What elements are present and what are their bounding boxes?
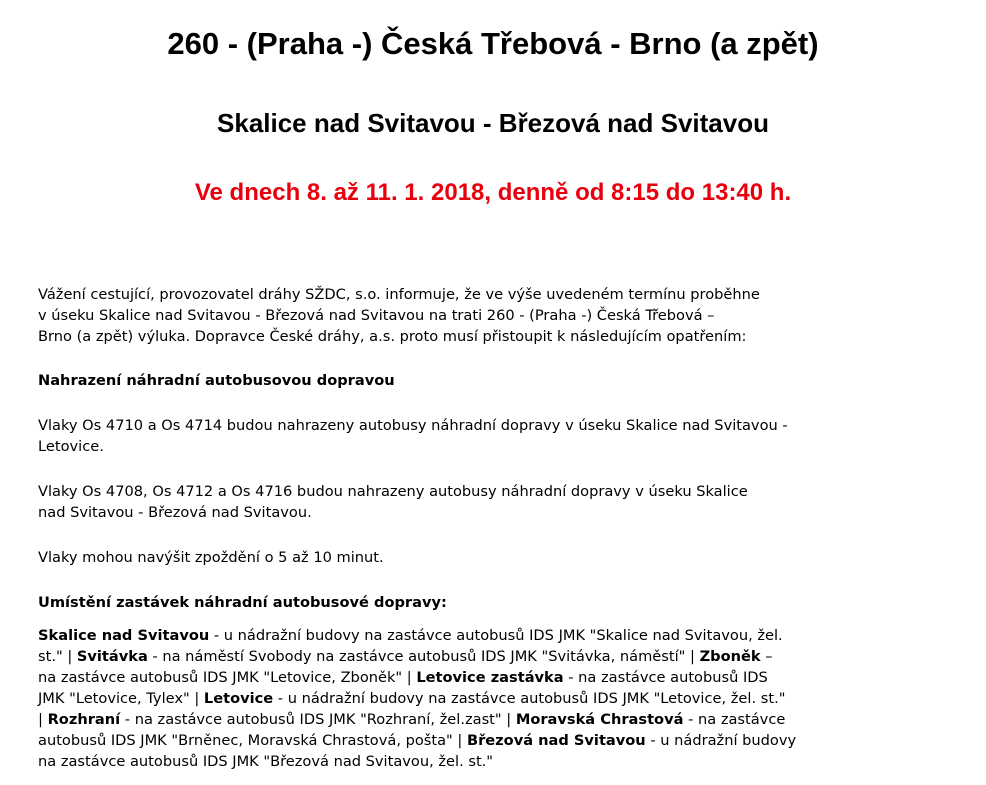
stop-location: - na náměstí Svobody na zastávce autobusů IDS JMK "Svitávka, náměstí" | xyxy=(147,648,700,665)
page-title: 260 - (Praha -) Česká Třebová - Brno (a zpět) xyxy=(167,26,819,61)
stops-line xyxy=(38,751,950,772)
stop-name: Rozhraní xyxy=(47,711,121,728)
stop-location: - na zastávce autobusů IDS JMK "Rozhraní, žel.zast" | xyxy=(120,711,516,728)
notice-body xyxy=(38,284,950,772)
stop-location: na zastávce autobusů IDS JMK "Březová nad Svitavou, žel. st." xyxy=(38,753,494,770)
stops-line xyxy=(38,646,950,667)
stop-location: - u nádražní budovy xyxy=(645,732,797,749)
stop-location: st." | xyxy=(38,648,77,665)
paragraph-line: Vlaky Os 4710 a Os 4714 budou nahrazeny autobusy náhradní dopravy v úseku Skalice nad Svitavou - xyxy=(38,417,788,434)
stop-name: Moravská Chrastová xyxy=(515,711,684,728)
intro-line: v úseku Skalice nad Svitavou - Březová nad Svitavou na trati 260 - (Praha -) Česká Třebová – xyxy=(38,307,715,324)
stop-location: autobusů IDS JMK "Brněnec, Moravská Chrastová, pošta" | xyxy=(38,732,467,749)
stop-name: Skalice nad Svitavou xyxy=(38,627,210,644)
replacement-heading: Nahrazení náhradní autobusovou dopravou xyxy=(38,372,395,389)
paragraph-line: Letovice. xyxy=(38,438,104,455)
stop-location: | xyxy=(38,711,48,728)
stop-location: - u nádražní budovy na zastávce autobusů IDS JMK "Skalice nad Svitavou, žel. xyxy=(209,627,783,644)
stop-location: - na zastávce xyxy=(683,711,786,728)
stop-name: Letovice xyxy=(203,690,274,707)
stops-line xyxy=(38,709,950,730)
closure-dates: Ve dnech 8. až 11. 1. 2018, denně od 8:15 do 13:40 h. xyxy=(194,179,792,206)
stop-name: Zboněk xyxy=(699,648,761,665)
stops-heading: Umístění zastávek náhradní autobusové dopravy: xyxy=(38,594,447,611)
stops-list xyxy=(38,625,950,772)
stop-location: JMK "Letovice, Tylex" | xyxy=(38,690,204,707)
stop-location: na zastávce autobusů IDS JMK "Letovice, Zboněk" | xyxy=(38,669,417,686)
replacement-paragraph-2 xyxy=(38,481,950,523)
delay-note: Vlaky mohou navýšit zpoždění o 5 až 10 minut. xyxy=(38,549,384,566)
intro-line: Vážení cestující, provozovatel dráhy SŽDC, s.o. informuje, že ve výše uvedeném termínu proběhne xyxy=(38,286,760,303)
stop-name: Letovice zastávka xyxy=(416,669,564,686)
stops-line xyxy=(38,688,950,709)
stops-line xyxy=(38,667,950,688)
stop-location: – xyxy=(760,648,773,665)
intro-paragraph xyxy=(38,284,950,347)
replacement-paragraph-1 xyxy=(38,415,950,457)
stop-name: Březová nad Svitavou xyxy=(466,732,646,749)
stops-line xyxy=(38,625,950,646)
paragraph-line: Vlaky Os 4708, Os 4712 a Os 4716 budou nahrazeny autobusy náhradní dopravy v úseku Skalice xyxy=(38,483,748,500)
stops-line xyxy=(38,730,950,751)
section-title: Skalice nad Svitavou - Březová nad Svitavou xyxy=(217,108,769,138)
stop-location: - u nádražní budovy na zastávce autobusů IDS JMK "Letovice, žel. st." xyxy=(273,690,786,707)
stop-location: - na zastávce autobusů IDS xyxy=(563,669,768,686)
paragraph-line: nad Svitavou - Březová nad Svitavou. xyxy=(38,504,312,521)
stop-name: Svitávka xyxy=(76,648,148,665)
intro-line: Brno (a zpět) výluka. Dopravce České dráhy, a.s. proto musí přistoupit k následujícím opatřením: xyxy=(38,328,747,345)
